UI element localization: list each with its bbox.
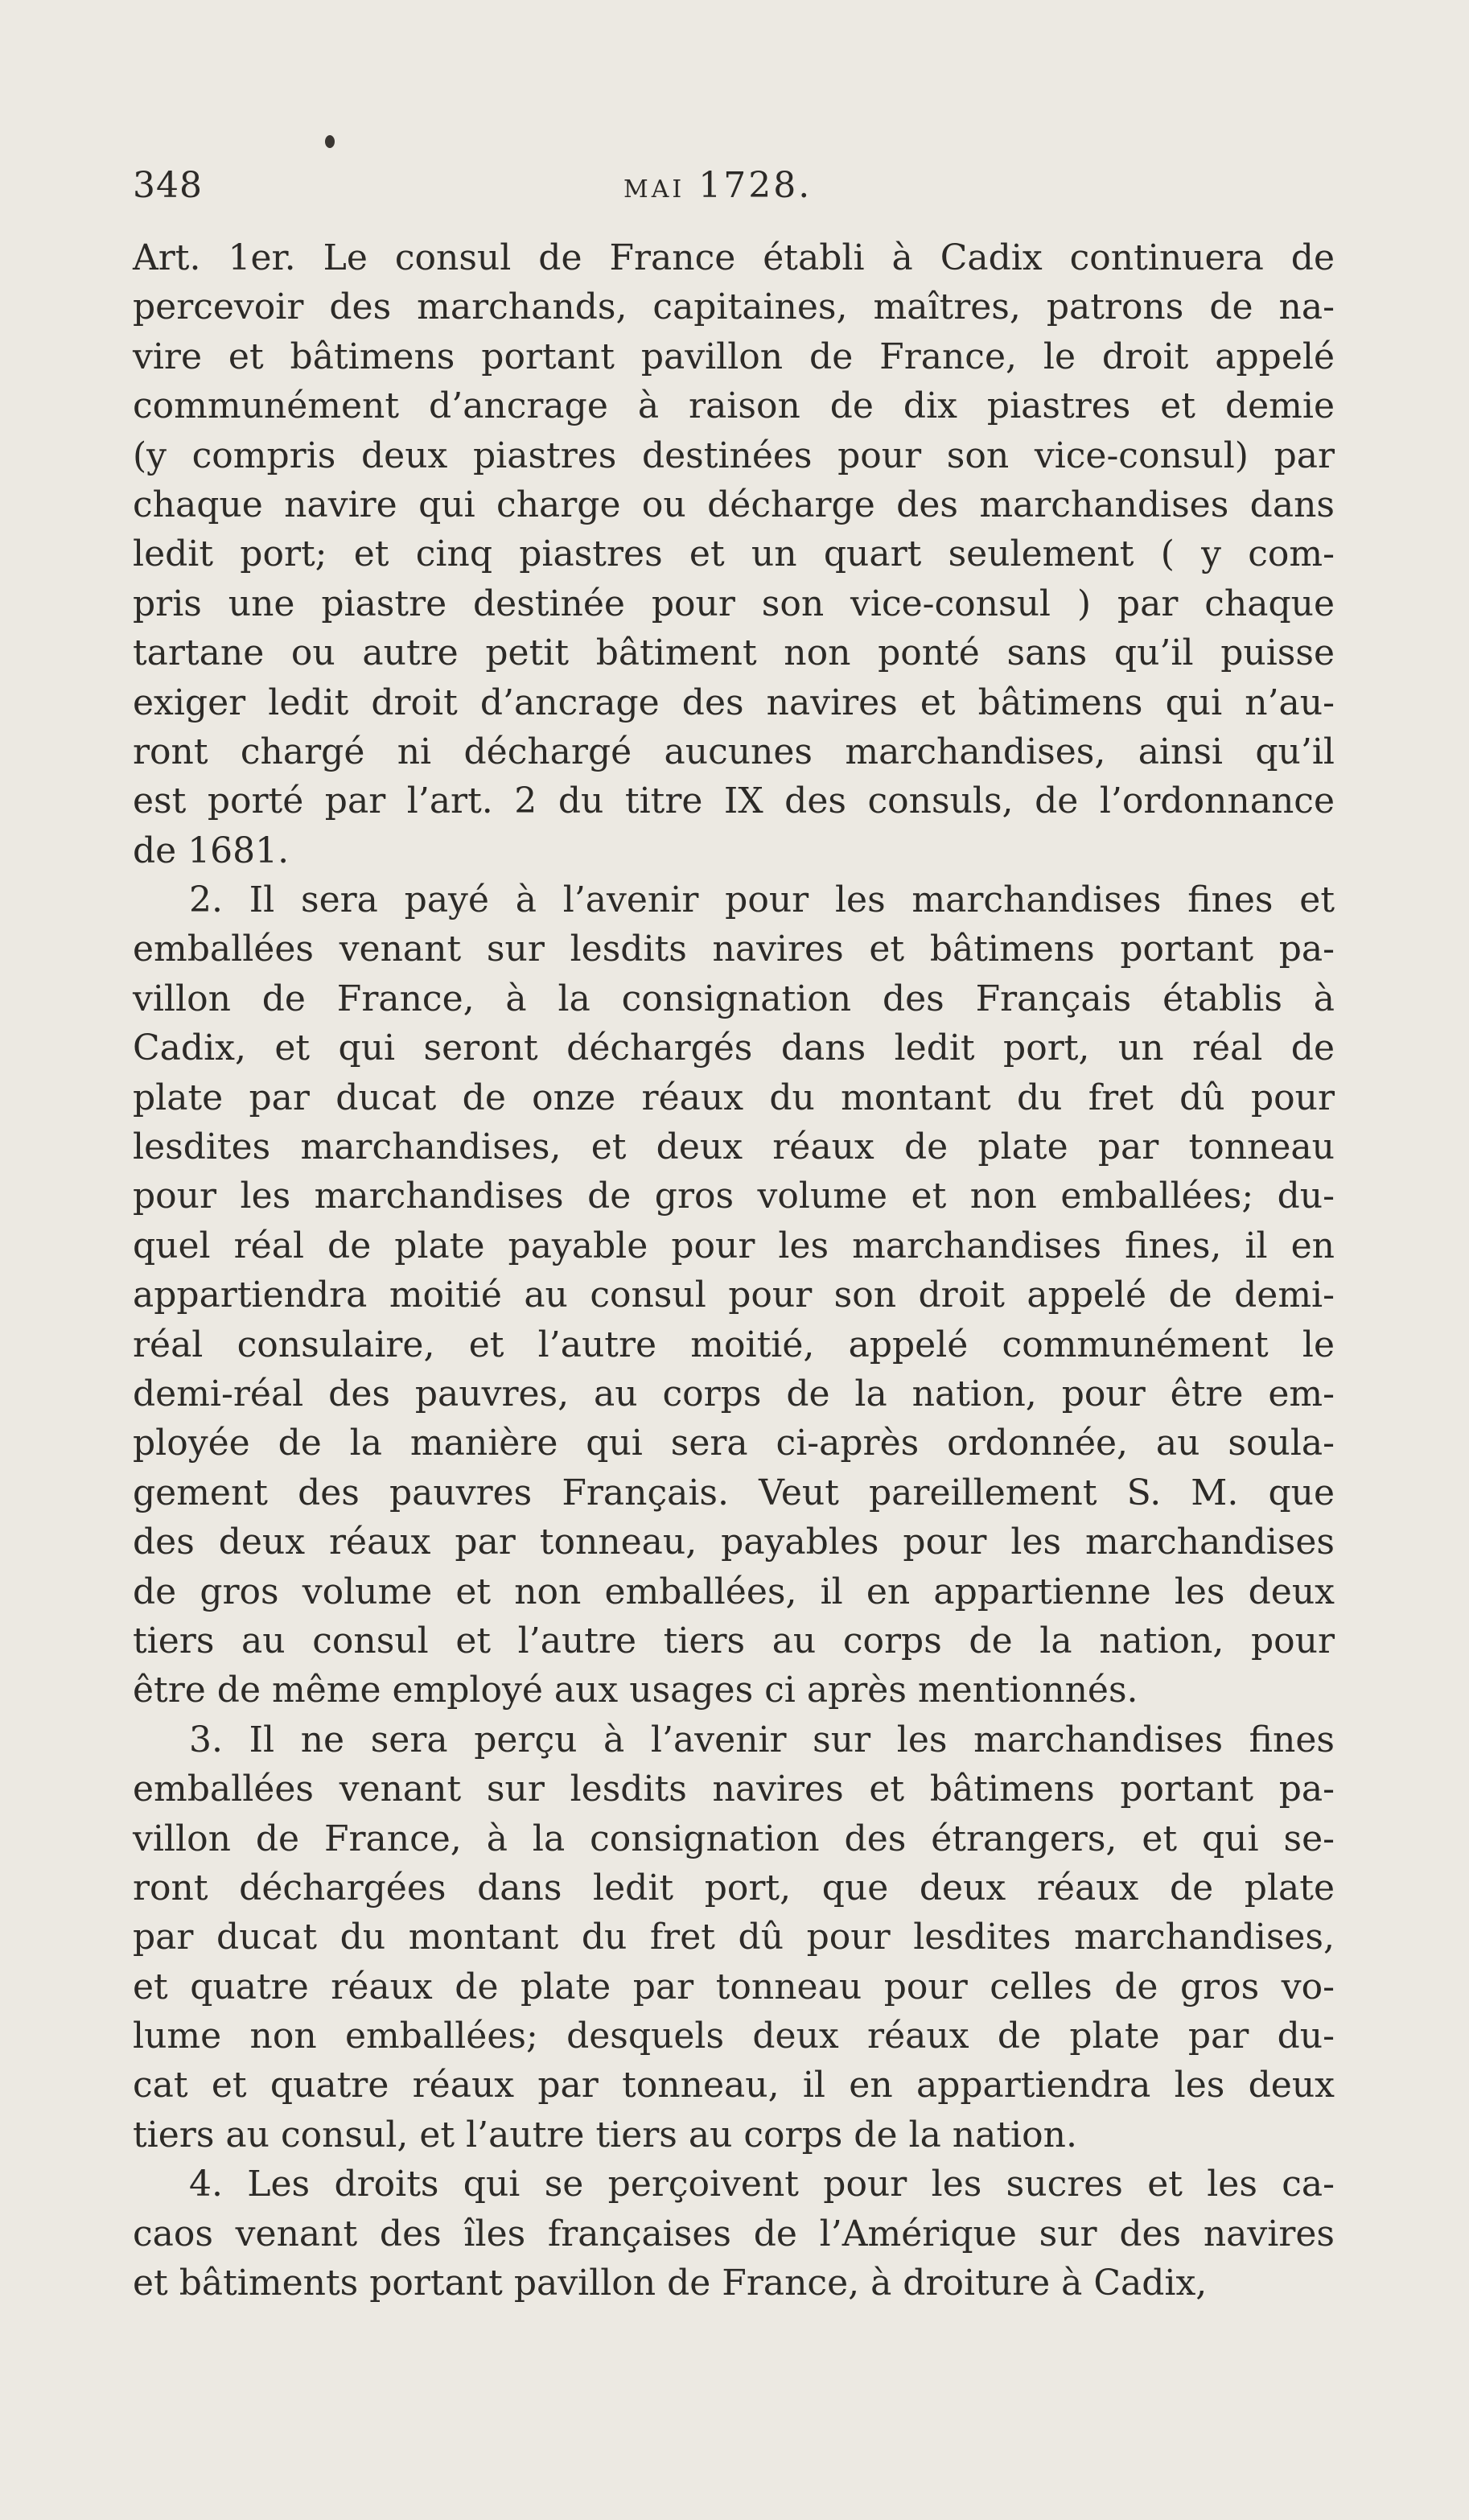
text-line: de 1681. <box>133 830 290 871</box>
page-number: 348 <box>133 165 203 206</box>
running-head <box>623 165 812 206</box>
text-line: tartane ou autre petit bâtiment non ponté sans qu’il puisse <box>133 632 1335 674</box>
text-line: est porté par l’art. 2 du titre IX des consuls, de l’ordonnance <box>133 780 1335 822</box>
text-line: demi-réal des pauvres, au corps de la nation, pour être em- <box>133 1373 1335 1414</box>
text-line: Art. 1er. Le consul de France établi à Cadix continuera de <box>133 237 1335 278</box>
text-line: être de même employé aux usages ci après mentionnés. <box>133 1670 1138 1711</box>
text-line: cat et quatre réaux par tonneau, il en appartiendra les deux <box>133 2065 1335 2106</box>
body-text <box>133 233 1335 2308</box>
text-line: 3. Il ne sera perçu à l’avenir sur les marchandises fines <box>189 1719 1335 1760</box>
text-line: pris une piastre destinée pour son vice-consul ) par chaque <box>133 583 1335 624</box>
text-line: de gros volume et non emballées, il en appartienne les deux <box>133 1571 1335 1612</box>
text-line: lesdites marchandises, et deux réaux de plate par tonneau <box>133 1126 1335 1168</box>
running-head-month: MAI <box>623 175 685 204</box>
text-line: et bâtiments portant pavillon de France, à droiture à Cadix, <box>133 2263 1208 2304</box>
text-line: des deux réaux par tonneau, payables pour les marchandises <box>133 1521 1335 1563</box>
paragraph-art4 <box>133 2160 1335 2308</box>
paragraph-art2 <box>133 875 1335 1715</box>
text-line: quel réal de plate payable pour les marchandises fines, il en <box>133 1225 1335 1266</box>
text-line: exiger ledit droit d’ancrage des navires et bâtimens qui n’au- <box>133 681 1335 723</box>
text-line: appartiendra moitié au consul pour son droit appelé de demi- <box>133 1274 1335 1316</box>
text-line: villon de France, à la consignation des étrangers, et qui se- <box>133 1818 1335 1859</box>
text-line: tiers au consul et l’autre tiers au corps de la nation, pour <box>133 1620 1335 1661</box>
page-header <box>133 165 1339 213</box>
text-line: 4. Les droits qui se perçoivent pour les sucres et les ca- <box>189 2164 1335 2205</box>
text-line: chaque navire qui charge ou décharge des marchandises dans <box>133 484 1335 525</box>
ink-speck <box>325 135 335 148</box>
text-line: vire et bâtimens portant pavillon de France, le droit appelé <box>133 336 1335 377</box>
paragraph-art1 <box>133 233 1335 875</box>
text-line: lume non emballées; desquels deux réaux de plate par du- <box>133 2016 1335 2057</box>
text-line: ront chargé ni déchargé aucunes marchandises, ainsi qu’il <box>133 731 1335 772</box>
text-line: ledit port; et cinq piastres et un quart seulement ( y com- <box>133 533 1335 575</box>
text-line: plate par ducat de onze réaux du montant du fret dû pour <box>133 1077 1335 1118</box>
text-line: communément d’ancrage à raison de dix piastres et demie <box>133 385 1335 427</box>
text-line: pour les marchandises de gros volume et non emballées; du- <box>133 1176 1335 1217</box>
paragraph-art3 <box>133 1715 1335 2160</box>
text-line: par ducat du montant du fret dû pour lesdites marchandises, <box>133 1917 1335 1958</box>
text-line: gement des pauvres Français. Veut pareillement S. M. que <box>133 1472 1335 1513</box>
text-line: Cadix, et qui seront déchargés dans ledit port, un réal de <box>133 1027 1335 1069</box>
text-line: caos venant des îles françaises de l’Amérique sur des navires <box>133 2213 1335 2254</box>
text-line: et quatre réaux de plate par tonneau pour celles de gros vo- <box>133 1966 1335 2007</box>
text-line: emballées venant sur lesdits navires et bâtimens portant pa- <box>133 1769 1335 1810</box>
text-line: 2. Il sera payé à l’avenir pour les marchandises fines et <box>189 879 1335 921</box>
text-line: villon de France, à la consignation des Français établis à <box>133 978 1335 1019</box>
text-line: emballées venant sur lesdits navires et bâtimens portant pa- <box>133 929 1335 970</box>
text-line: réal consulaire, et l’autre moitié, appelé communément le <box>133 1324 1335 1365</box>
running-head-year: 1728. <box>698 165 813 206</box>
text-line: ployée de la manière qui sera ci-après ordonnée, au soula- <box>133 1423 1335 1464</box>
text-line: ront déchargées dans ledit port, que deux réaux de plate <box>133 1867 1335 1909</box>
text-line: percevoir des marchands, capitaines, maîtres, patrons de na- <box>133 286 1335 328</box>
text-line: tiers au consul, et l’autre tiers au corps de la nation. <box>133 2114 1077 2156</box>
text-line: (y compris deux piastres destinées pour son vice-consul) par <box>133 434 1335 476</box>
